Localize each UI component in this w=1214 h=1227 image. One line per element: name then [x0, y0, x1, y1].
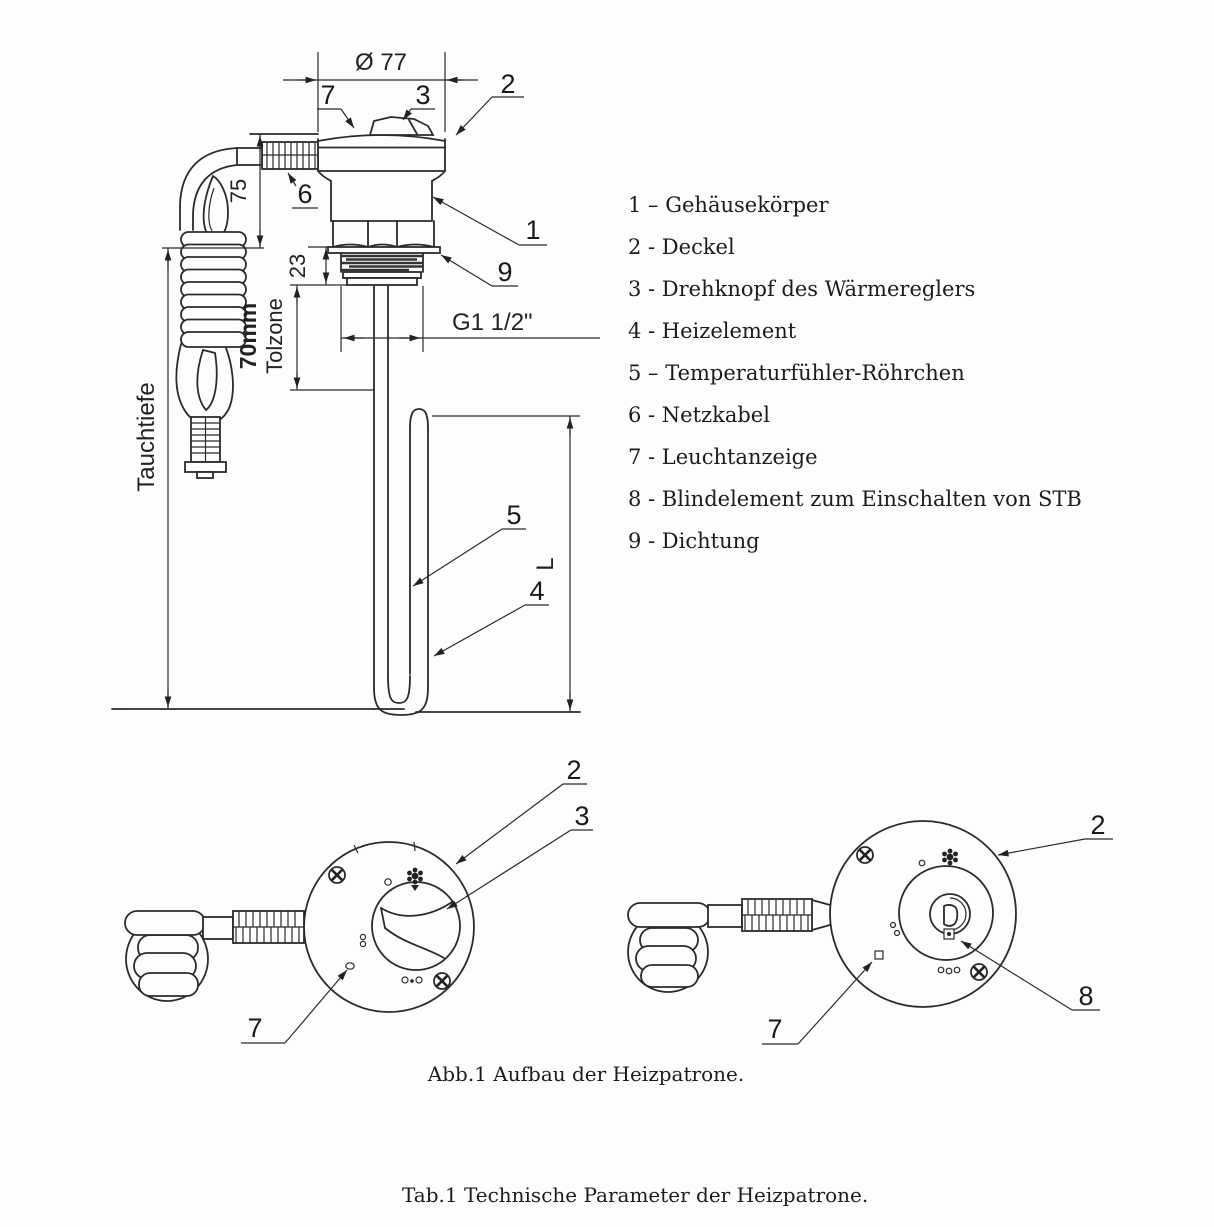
callout-2-label: 2 — [1090, 810, 1106, 840]
callout-3-label: 3 — [415, 80, 431, 110]
cover-outline — [830, 821, 1016, 1007]
dimension-thread-size — [341, 286, 600, 352]
parts-legend — [628, 184, 1098, 562]
callout-3-label: 3 — [574, 801, 590, 831]
legend-item: 2 - Deckel — [628, 235, 735, 259]
callout-2-label: 2 — [500, 69, 516, 99]
callout-5-label: 5 — [506, 500, 522, 530]
thread-g1-1-2 — [341, 253, 423, 272]
callout-9-label: 9 — [497, 257, 513, 287]
screw-icon — [971, 964, 987, 980]
table-caption: Tab.1 Technische Parameter der Heizpatrone. — [402, 1183, 869, 1207]
dead-zone-value: 70mm — [235, 302, 261, 370]
callout-7-label: 7 — [767, 1014, 783, 1044]
marking-dot — [416, 977, 422, 983]
marking-dot — [891, 923, 896, 928]
legend-item: 4 - Heizelement — [628, 319, 797, 343]
marking-dot — [895, 931, 900, 936]
indicator-lamp — [875, 951, 883, 959]
knob-grip-slot — [381, 902, 452, 958]
figure-caption: Abb.1 Aufbau der Heizpatrone. — [427, 1062, 745, 1086]
marking-dot — [410, 979, 414, 983]
temperature-setting-icon — [942, 849, 958, 866]
callout-8-label: 8 — [1078, 981, 1094, 1011]
marking-dot — [402, 977, 408, 983]
marking-dot — [954, 967, 960, 973]
marking-dot — [946, 968, 952, 974]
cable-bundle — [125, 911, 304, 1001]
screw-icon — [434, 973, 450, 989]
marking-dot — [360, 941, 365, 946]
element-length-label: L — [532, 557, 559, 571]
legend-item: 9 - Dichtung — [628, 529, 760, 553]
bottom-view-with-knob — [125, 755, 593, 1043]
diameter-label: Ø 77 — [354, 49, 408, 76]
legend-item: 8 - Blindelement zum Einschalten von STB — [628, 487, 1082, 511]
d-shaft — [944, 905, 957, 926]
legend-item: 1 – Gehäusekörper — [628, 193, 829, 217]
screw-icon — [329, 867, 345, 883]
indicator-lamp — [346, 963, 354, 969]
callout-4-label: 4 — [529, 576, 545, 606]
legend-item: 5 – Temperaturfühler-Röhrchen — [628, 361, 965, 385]
cable-hook-upper — [204, 176, 228, 239]
cable-length-label: 75 — [226, 178, 251, 204]
dimension-element-length — [432, 416, 580, 712]
knob-dome — [370, 117, 433, 135]
legend-item: 7 - Leuchtanzeige — [628, 445, 818, 469]
heating-element-tubes — [374, 285, 428, 715]
marking-dot — [360, 934, 365, 939]
callout-2-label: 2 — [566, 755, 582, 785]
pilot-hole — [385, 879, 391, 885]
dead-zone-label: Tolzone — [262, 298, 287, 374]
seal-plate-lower — [347, 278, 417, 285]
right-view-callouts — [762, 810, 1113, 1044]
callout-1-label: 1 — [525, 215, 541, 245]
dimension-immersion-depth — [133, 248, 168, 709]
callout-6-label: 6 — [297, 179, 313, 209]
marking-dot — [938, 967, 944, 973]
thread-size-label: G1 1/2" — [452, 309, 533, 336]
screw-icon — [857, 847, 873, 863]
legend-item: 3 - Drehknopf des Wärmereglers — [628, 277, 976, 301]
cable-stub — [237, 148, 262, 165]
hex-collar — [333, 221, 434, 247]
main-section-view — [112, 49, 600, 715]
immersion-depth-label: Tauchtiefe — [133, 382, 160, 492]
thread-length-label: 23 — [285, 253, 310, 279]
pilot-hole — [919, 860, 925, 866]
section-callouts — [288, 69, 549, 656]
flange — [328, 247, 440, 253]
cable-bundle — [628, 899, 830, 992]
bottom-view-without-knob — [628, 810, 1113, 1044]
callout-7-label: 7 — [320, 80, 336, 110]
temperature-setting-icon — [407, 868, 423, 891]
left-view-callouts — [241, 755, 593, 1043]
callout-7-label: 7 — [247, 1013, 263, 1043]
knob-index-mark — [411, 885, 419, 891]
legend-item: 6 - Netzkabel — [628, 403, 770, 427]
plug — [185, 417, 226, 478]
